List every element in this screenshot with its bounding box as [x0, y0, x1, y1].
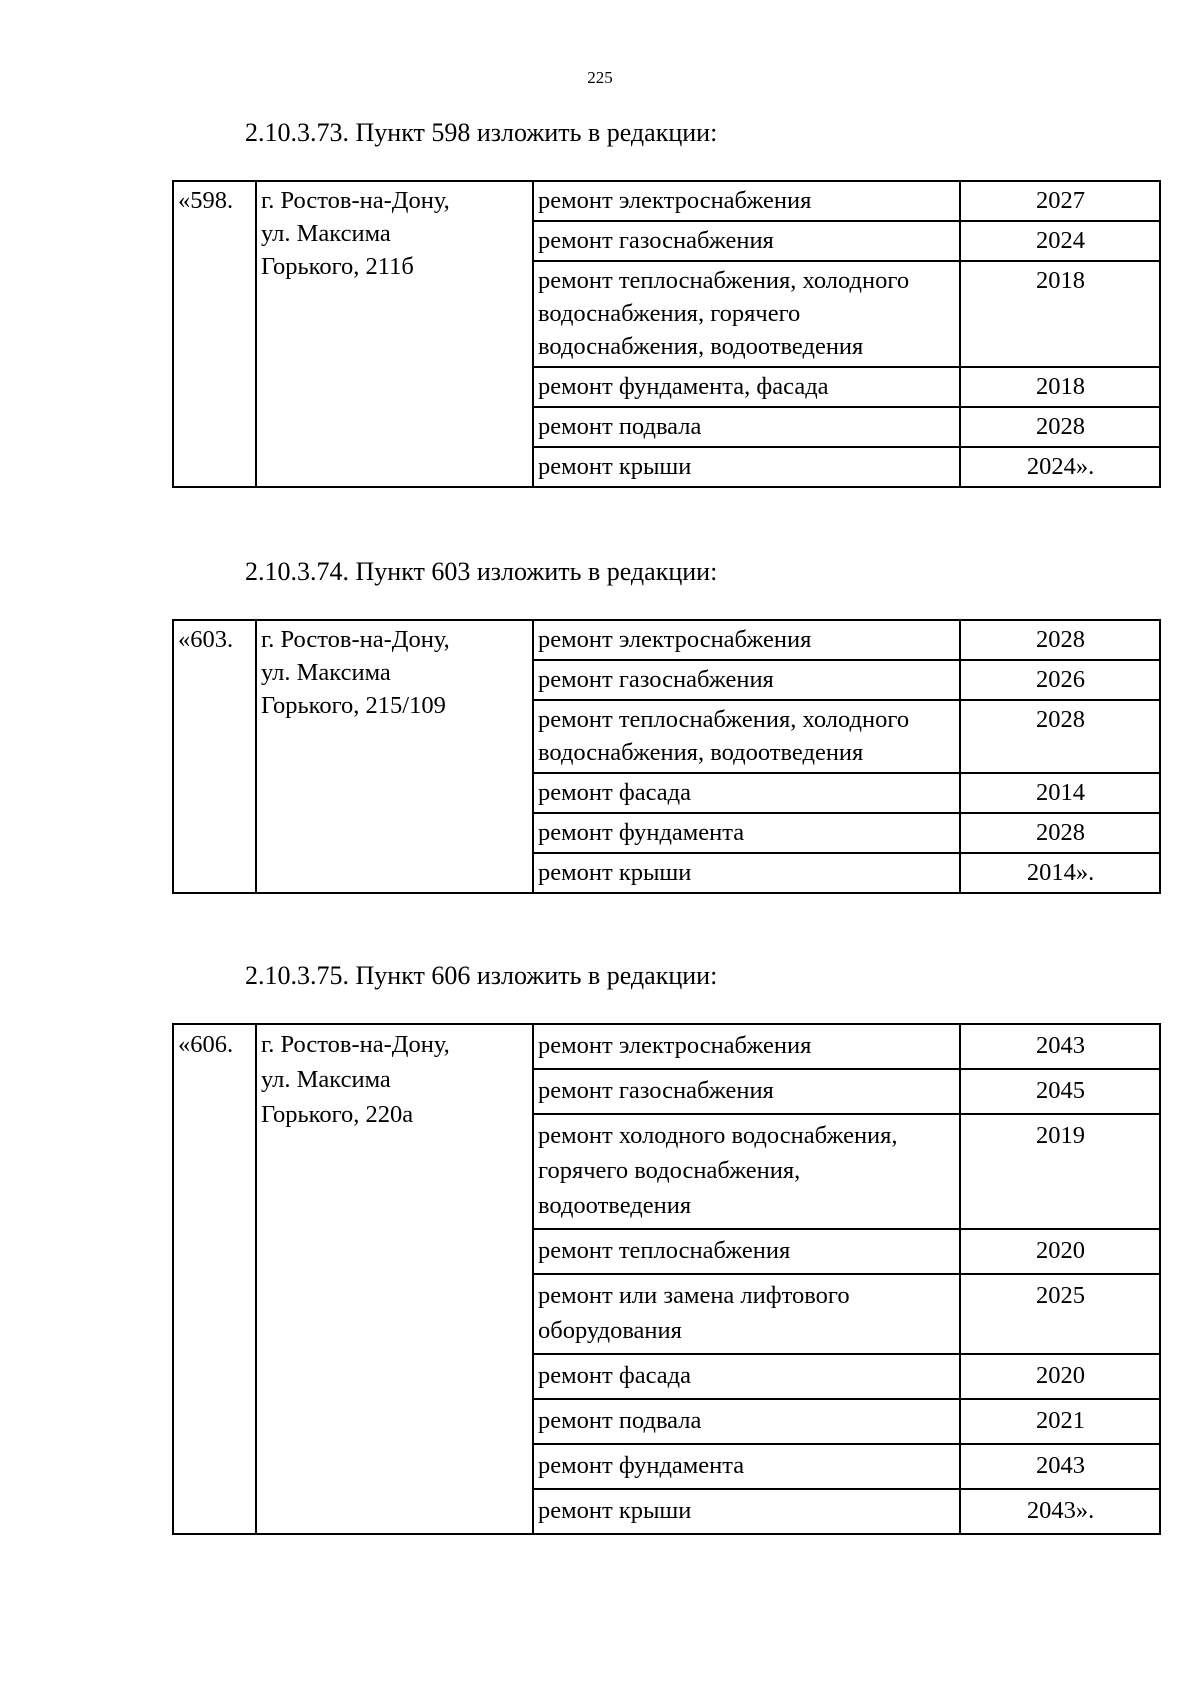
table-row: [173, 181, 1160, 221]
address-line: г. Ростов-на-Дону,: [261, 1031, 450, 1058]
work-type: ремонт теплоснабжения, холодного водоснабжения, горячего водоснабжения, водоотведения: [533, 261, 960, 367]
work-type: ремонт крыши: [533, 853, 960, 893]
address-cell: [256, 620, 533, 893]
work-type: ремонт теплоснабжения, холодного водоснабжения, водоотведения: [533, 700, 960, 773]
work-type: ремонт фасада: [533, 773, 960, 813]
year: 2021: [960, 1399, 1160, 1444]
year: 2028: [960, 700, 1160, 773]
work-type: ремонт крыши: [533, 1489, 960, 1534]
work-type: ремонт газоснабжения: [533, 660, 960, 700]
year: 2020: [960, 1229, 1160, 1274]
work-type: ремонт холодного водоснабжения, горячего водоснабжения, водоотведения: [533, 1114, 960, 1229]
amendment-table: [172, 1023, 1161, 1535]
work-type: ремонт газоснабжения: [533, 221, 960, 261]
year: 2018: [960, 261, 1160, 367]
work-type: ремонт фундамента: [533, 1444, 960, 1489]
year: 2014: [960, 773, 1160, 813]
year: 2043: [960, 1024, 1160, 1069]
work-type: ремонт электроснабжения: [533, 1024, 960, 1069]
work-type: ремонт фасада: [533, 1354, 960, 1399]
year: 2045: [960, 1069, 1160, 1114]
year: 2025: [960, 1274, 1160, 1354]
item-number: «606.: [173, 1024, 256, 1534]
year: 2024».: [960, 447, 1160, 487]
work-type: ремонт или замена лифтового оборудования: [533, 1274, 960, 1354]
address-line: ул. Максима: [261, 220, 391, 247]
item-number: «598.: [173, 181, 256, 487]
address-line: г. Ростов-на-Дону,: [261, 187, 450, 214]
table-row: [173, 1024, 1160, 1069]
year: 2024: [960, 221, 1160, 261]
address-line: Горького, 220а: [261, 1101, 414, 1128]
section-heading: 2.10.3.74. Пункт 603 изложить в редакции:: [245, 557, 718, 586]
work-type: ремонт крыши: [533, 447, 960, 487]
year: 2028: [960, 407, 1160, 447]
work-type: ремонт подвала: [533, 407, 960, 447]
address-line: г. Ростов-на-Дону,: [261, 626, 450, 653]
work-type: ремонт электроснабжения: [533, 181, 960, 221]
year: 2043».: [960, 1489, 1160, 1534]
table-row: [173, 620, 1160, 660]
year: 2026: [960, 660, 1160, 700]
work-type: ремонт теплоснабжения: [533, 1229, 960, 1274]
year: 2043: [960, 1444, 1160, 1489]
address-cell: [256, 1024, 533, 1534]
work-type: ремонт подвала: [533, 1399, 960, 1444]
year: 2018: [960, 367, 1160, 407]
year: 2014».: [960, 853, 1160, 893]
address-cell: [256, 181, 533, 487]
amendment-table: [172, 619, 1161, 894]
year: 2028: [960, 620, 1160, 660]
section-heading: 2.10.3.73. Пункт 598 изложить в редакции:: [245, 118, 718, 147]
year: 2027: [960, 181, 1160, 221]
work-type: ремонт фундамента, фасада: [533, 367, 960, 407]
year: 2028: [960, 813, 1160, 853]
section-heading: 2.10.3.75. Пункт 606 изложить в редакции:: [245, 961, 718, 990]
work-type: ремонт газоснабжения: [533, 1069, 960, 1114]
year: 2019: [960, 1114, 1160, 1229]
address-line: Горького, 211б: [261, 253, 414, 280]
year: 2020: [960, 1354, 1160, 1399]
work-type: ремонт фундамента: [533, 813, 960, 853]
item-number: «603.: [173, 620, 256, 893]
address-line: ул. Максима: [261, 1066, 391, 1093]
address-line: Горького, 215/109: [261, 692, 446, 719]
amendment-table: [172, 180, 1161, 488]
page-number: 225: [587, 68, 613, 87]
address-line: ул. Максима: [261, 659, 391, 686]
work-type: ремонт электроснабжения: [533, 620, 960, 660]
